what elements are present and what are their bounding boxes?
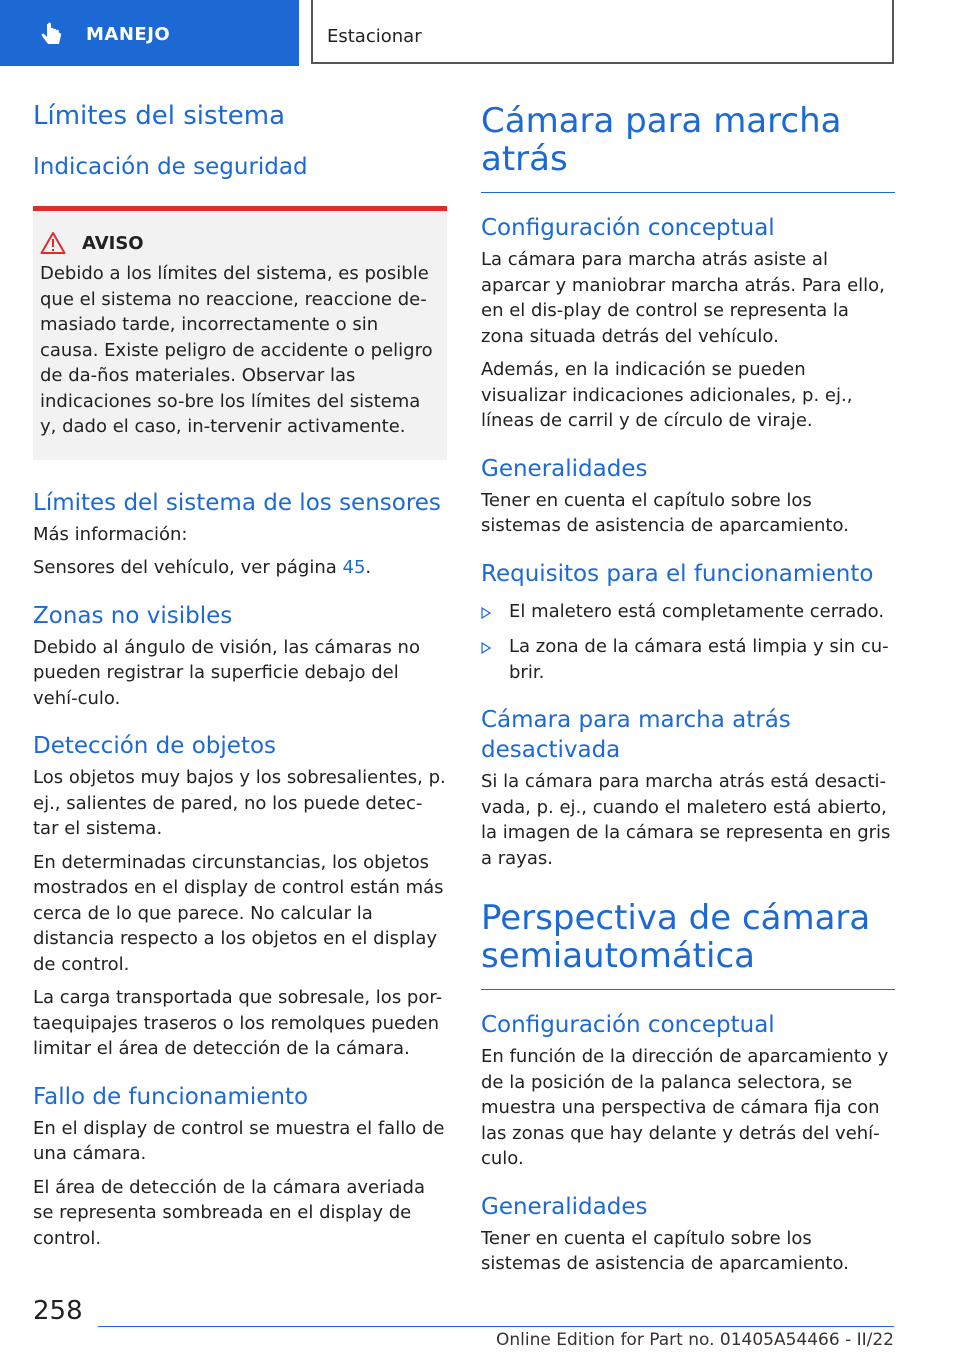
list-item [481,599,895,625]
rear-general-text: Tener en cuenta el capítulo sobre los sistemas de asistencia de aparcamiento. [481,489,849,536]
rear-general-heading: Generalidades [481,455,648,482]
section-tab[interactable] [311,0,894,64]
list-item [481,634,895,685]
semi-general-heading: Generalidades [481,1193,648,1220]
safety-heading: Indicación de seguridad [33,154,308,180]
warning-header [40,231,440,255]
object-detection-heading: Detección de objetos [33,733,277,759]
requirement-text: El maletero está completamente cerrado. [509,600,885,622]
detection-text-3: La carga transportada que sobresale, los por-taequipajes traseros o los remolques pueden limitar el área de detección de la cámara. [33,987,443,1059]
semi-general-text: Tener en cuenta el capítulo sobre los sistemas de asistencia de aparcamiento. [481,1227,849,1274]
rear-concept-text-1: La cámara para marcha atrás asiste al aparcar y maniobrar marcha atrás. Para ello, en el dis-play de control se representa la zona situada detrás del vehículo. [481,249,885,347]
semi-auto-title: Perspectiva de cámara semiautomática [481,899,895,990]
sensor-limits-heading: Límites del sistema de los sensores [33,489,441,516]
sensors-reference-end: . [365,557,372,578]
semi-concept-heading: Configuración conceptual [481,1012,775,1038]
triangle-bullet-icon [481,642,491,654]
chapter-tab[interactable] [0,0,299,66]
page-header [0,0,960,66]
chapter-label: MANEJO [86,24,171,45]
sensors-reference [33,555,447,581]
rear-camera-title: Cámara para marcha atrás [481,102,895,193]
edition-footer: Online Edition for Part no. 01405A54466 - II/22 [495,1330,894,1350]
more-info-text: Más información: [33,523,188,545]
page-45-link[interactable]: 45 [342,557,366,578]
section-label: Estacionar [327,26,422,47]
blind-zones-heading: Zonas no visibles [33,602,233,629]
footer-divider [98,1326,894,1327]
malfunction-heading: Fallo de funcionamiento [33,1083,309,1110]
blind-zones-text: Debido al ángulo de visión, las cámaras no pueden registrar la superficie debajo del vehí-culo. [33,636,420,709]
requirement-text: La zona de la cámara está limpia y sin cu-brir. [509,636,889,683]
left-column [33,96,447,1251]
page-number: 258 [33,1296,83,1326]
warning-text: Debido a los límites del sistema, es posible que el sistema no reaccione, reaccione de-masiado tarde, incorrectamente o sin causa. Existe peligro de accidente o peligro de da-ños materiales. Observar las indicaciones so-bre los límites del sistema y, dado el caso, in-tervenir activamente. [40,263,433,437]
rear-concept-heading: Configuración conceptual [481,215,775,241]
sensors-reference-text: Sensores del vehículo, ver página [33,557,343,578]
malfunction-text-1: En el display de control se muestra el fallo de una cámara. [33,1117,445,1164]
detection-text-1: Los objetos muy bajos y los sobresalientes, p. ej., salientes de pared, no los puede detec-tar el sistema. [33,767,446,839]
triangle-bullet-icon [481,607,491,619]
warning-triangle-icon [40,231,66,255]
warning-box [33,206,447,460]
system-limits-title: Límites del sistema [33,101,286,131]
camera-deactivated-text: Si la cámara para marcha atrás está desacti-vada, p. ej., cuando el maletero está abierto, la imagen de la cámara se representa en gris a rayas. [481,771,891,869]
requirements-heading: Requisitos para el funcionamiento [481,560,874,587]
requirements-list [481,599,895,686]
warning-label: AVISO [82,232,144,254]
hand-icon [38,21,66,49]
camera-deactivated-heading: Cámara para marcha atrás desactivada [481,707,791,763]
semi-concept-text: En función de la dirección de aparcamiento y de la posición de la palanca selectora, se muestra una perspectiva de cámara fija con las zonas que hay delante y detrás del vehí-culo. [481,1046,889,1169]
malfunction-text-2: El área de detección de la cámara averiada se representa sombreada en el display de control. [33,1176,426,1249]
rear-concept-text-2: Además, en la indicación se pueden visualizar indicaciones adicionales, p. ej., líneas de carril y de círculo de viraje. [481,359,853,431]
detection-text-2: En determinadas circunstancias, los objetos mostrados en el display de control están más cerca de lo que parece. No calcular la distancia respecto a los objetos en el display de control. [33,851,444,975]
right-column [481,96,895,1277]
